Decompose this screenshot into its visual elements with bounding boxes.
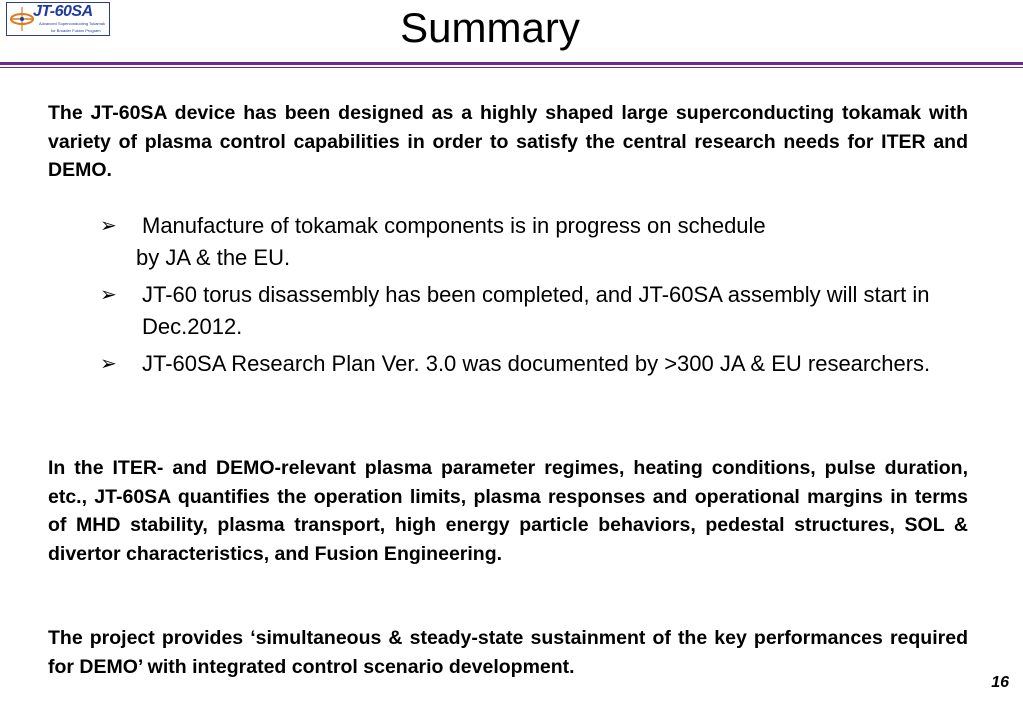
logo-tagline-2: for Broader Fusion Program [51,28,101,33]
bullet-text: JT-60SA Research Plan Ver. 3.0 was documented by >300 JA & EU researchers. [142,351,931,376]
page-number: 16 [991,674,1009,691]
title-divider-thick [0,62,1023,65]
bullet-text: Manufacture of tokamak components is in progress on schedule [142,213,766,238]
project-paragraph: The project provides ‘simultaneous & steady-state sustainment of the key performances required for DEMO’ with integrated control scenario development. [48,627,968,678]
title-divider-thin [0,67,1023,68]
arrow-bullet-icon: ➢ [100,284,117,306]
bullet-text: JT-60 torus disassembly has been completed, and JT-60SA assembly will start in Dec.2012. [142,282,930,339]
logo-wordmark: JT-60SA [33,3,93,20]
intro-paragraph: The JT-60SA device has been designed as a highly shaped large superconducting tokamak with variety of plasma control capabilities in order to satisfy the central research needs for ITER and DEMO. [48,102,968,181]
arrow-bullet-icon: ➢ [100,353,117,375]
slide-title: Summary [400,4,580,51]
logo-tagline-1: Advanced Superconducting Tokamak [39,21,105,26]
arrow-bullet-icon: ➢ [100,215,117,237]
bullet-item-research-plan [100,348,980,380]
bullet-list [100,210,980,385]
bullet-item-manufacture [100,210,980,274]
bullet-item-disassembly [100,279,980,343]
regimes-paragraph: In the ITER- and DEMO-relevant plasma parameter regimes, heating conditions, pulse duration, etc., JT-60SA quantifies the operation limits, plasma responses and operational margins in terms of MHD stability, plasma transport, high energy particle behaviors, pedestal structures, SOL & divertor characteristics, and Fusion Engineering. [48,457,968,565]
bullet-text-continuation: by JA & the EU. [136,245,291,270]
